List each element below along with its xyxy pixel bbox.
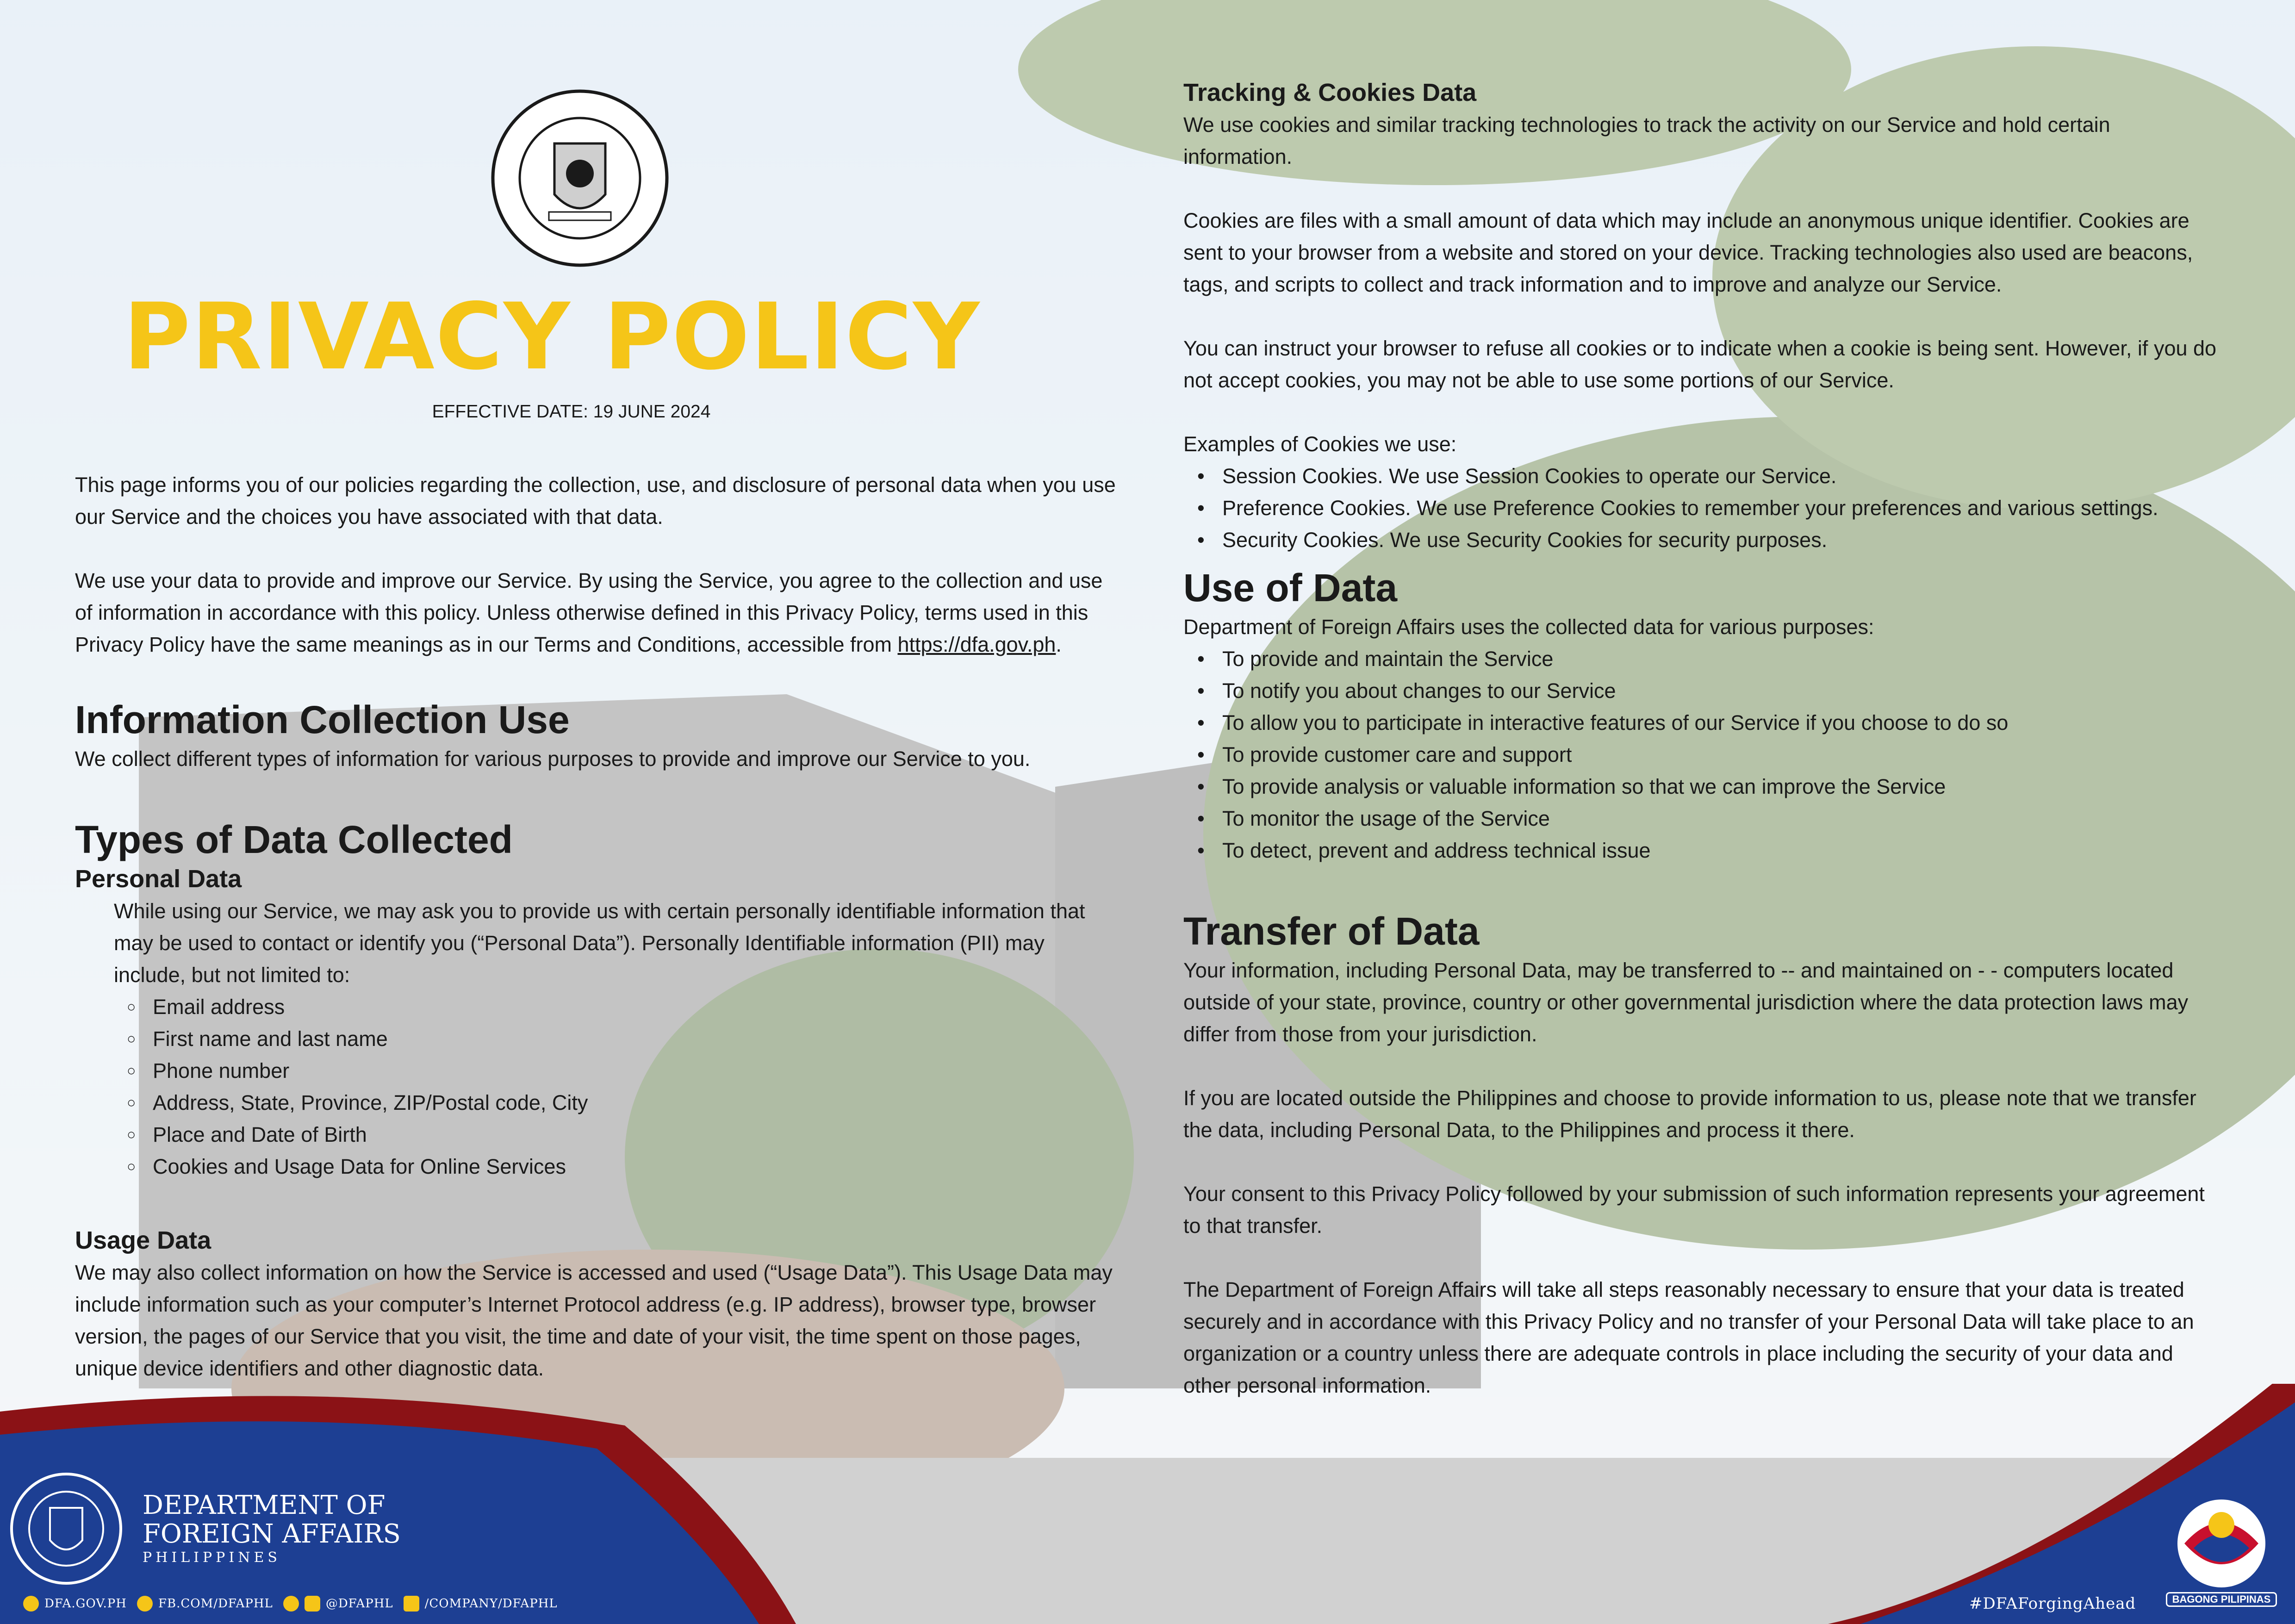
cookies-heading: Tracking & Cookies Data	[1183, 79, 1477, 106]
types-section	[75, 816, 1116, 1384]
page-title: PRIVACY POLICY	[123, 283, 981, 390]
x-icon	[283, 1596, 299, 1612]
list-item: • Preference Cookies. We use Preference Cookies to remember your preferences and various settings.	[1183, 492, 2225, 524]
use-of-data-section	[1183, 565, 2225, 866]
list-item: ○ Phone number	[114, 1055, 1116, 1087]
cookies-paragraph-2: Cookies are files with a small amount of data which may include an anonymous unique identifier. Cookies are sent to your browser from a website and stored on your device. Tracking technologies also used are beacons, tags, and scripts to collect and track information and to improve and analyze our Service.	[1183, 209, 2193, 296]
dfa-website-link[interactable]: https://dfa.gov.ph	[897, 633, 1056, 656]
intro-section	[75, 469, 1116, 660]
list-item: ○ Cookies and Usage Data for Online Services	[114, 1151, 1116, 1182]
footer-hashtag: #DFAForgingAhead	[1969, 1594, 2136, 1613]
transfer-paragraph-4: The Department of Foreign Affairs will take all steps reasonably necessary to ensure that your data is treated securely and in accordance with this Privacy Policy and no transfer of your Personal Data will take place to an organization or a country unless there are adequate controls in place including the security of your data and other personal information.	[1183, 1278, 2194, 1397]
use-of-data-heading: Use of Data	[1183, 566, 1398, 610]
footer-seal	[8, 1471, 124, 1587]
footer-seal-icon	[8, 1471, 124, 1587]
dfa-seal	[490, 88, 670, 268]
usage-data-text: We may also collect information on how the Service is accessed and used (“Usage Data”). This Usage Data may include information such as your computer’s Internet Protocol address (e.g. IP address), browser type, browser version, the pages of our Service that you visit, the time and date of your visit, the time spent on those pages, unique device identifiers and other diagnostic data.	[75, 1261, 1113, 1380]
footer-linkedin[interactable]	[404, 1596, 558, 1612]
footer-linkedin-text: /COMPANY/DFAPHL	[424, 1597, 558, 1611]
list-item: • To detect, prevent and address technical issue	[1183, 834, 2225, 866]
intro-paragraph-1: This page informs you of our policies regarding the collection, use, and disclosure of personal data when you use our Service and the choices you have associated with that data.	[75, 473, 1116, 529]
footer-website-text: DFA.GOV.PH	[44, 1597, 127, 1611]
footer-dept-line-3: PHILIPPINES	[143, 1549, 281, 1566]
footer-social-bar	[23, 1594, 558, 1613]
transfer-paragraph-3: Your consent to this Privacy Policy followed by your submission of such information represents your agreement to that transfer.	[1183, 1182, 2205, 1238]
info-collection-section	[75, 697, 1116, 775]
use-of-data-list	[1183, 643, 2225, 866]
list-item: • To monitor the usage of the Service	[1183, 803, 2225, 834]
list-item: ○ First name and last name	[114, 1023, 1116, 1055]
bagong-pilipinas-icon	[2166, 1493, 2277, 1590]
footer-x-instagram-text: @DFAPHL	[325, 1597, 393, 1611]
info-collection-text: We collect different types of information for various purposes to provide and improve our Service to you.	[75, 747, 1031, 771]
cookies-paragraph-1: We use cookies and similar tracking technologies to track the activity on our Service and hold certain information.	[1183, 113, 2110, 168]
personal-data-list	[75, 991, 1116, 1182]
footer-dept-name	[143, 1491, 401, 1567]
info-collection-heading: Information Collection Use	[75, 698, 570, 741]
intro-paragraph-2-text: We use your data to provide and improve our Service. By using the Service, you agree to the collection and use of information in accordance with this policy. Unless otherwise defined in this Privacy Policy, terms used in this Privacy Policy have the same meanings as in our Terms and Conditions, accessible from	[75, 569, 1103, 656]
intro-paragraph-2	[75, 565, 1116, 660]
cookies-examples-label: Examples of Cookies we use:	[1183, 432, 1457, 456]
transfer-paragraph-2: If you are located outside the Philippines and choose to provide information to us, please note that we transfer the data, including Personal Data, to the Philippines and process it there.	[1183, 1086, 2196, 1142]
personal-data-heading: Personal Data	[75, 865, 242, 893]
cookies-paragraph-3: You can instruct your browser to refuse all cookies or to indicate when a cookie is being sent. However, if you do not accept cookies, you may not be able to use some portions of our Service.	[1183, 336, 2217, 392]
footer-dept-line-1: DEPARTMENT OF	[143, 1490, 386, 1520]
footer-website[interactable]	[23, 1596, 127, 1612]
intro-paragraph-2-end: .	[1056, 633, 1062, 656]
list-item: • Session Cookies. We use Session Cookies to operate our Service.	[1183, 460, 2225, 492]
list-item: • To allow you to participate in interactive features of our Service if you choose to do so	[1183, 707, 2225, 739]
transfer-heading: Transfer of Data	[1183, 909, 1480, 953]
transfer-paragraph-1: Your information, including Personal Data, may be transferred to -- and maintained on - - computers located outside of your state, province, country or other governmental jurisdiction where the data protection laws may differ from those from your jurisdiction.	[1183, 958, 2189, 1046]
list-item: ○ Place and Date of Birth	[114, 1119, 1116, 1151]
globe-icon	[23, 1596, 39, 1612]
cookies-section	[1183, 76, 2225, 556]
list-item: • To provide and maintain the Service	[1183, 643, 2225, 675]
list-item: ○ Address, State, Province, ZIP/Postal code, City	[114, 1087, 1116, 1119]
footer-facebook-text: FB.COM/DFAPHL	[158, 1597, 273, 1611]
list-item: • To provide analysis or valuable information so that we can improve the Service	[1183, 771, 2225, 803]
bagong-pilipinas-logo	[2166, 1493, 2277, 1618]
bagong-pilipinas-badge: BAGONG PILIPINAS	[2166, 1592, 2277, 1607]
instagram-icon	[305, 1596, 320, 1612]
facebook-icon	[137, 1596, 153, 1612]
personal-data-text: While using our Service, we may ask you to provide us with certain personally identifiable information that may be used to contact or identify you (“Personal Data”). Personally Identifiable information (PII) may include, but not limited to:	[114, 899, 1085, 987]
footer-facebook[interactable]	[137, 1596, 273, 1612]
effective-date: EFFECTIVE DATE: 19 JUNE 2024	[432, 402, 711, 422]
transfer-section	[1183, 908, 2225, 1401]
use-of-data-intro: Department of Foreign Affairs uses the collected data for various purposes:	[1183, 615, 1874, 639]
footer-x-instagram[interactable]	[283, 1596, 393, 1612]
usage-data-heading: Usage Data	[75, 1226, 211, 1254]
dfa-seal-icon	[490, 88, 670, 268]
list-item: • To provide customer care and support	[1183, 739, 2225, 771]
cookies-examples-list	[1183, 460, 2225, 556]
list-item: • To notify you about changes to our Service	[1183, 675, 2225, 707]
list-item: ○ Email address	[114, 991, 1116, 1023]
types-heading: Types of Data Collected	[75, 818, 513, 861]
linkedin-icon	[404, 1596, 419, 1612]
list-item: • Security Cookies. We use Security Cookies for security purposes.	[1183, 524, 2225, 556]
footer-dept-line-2: FOREIGN AFFAIRS	[143, 1519, 401, 1549]
